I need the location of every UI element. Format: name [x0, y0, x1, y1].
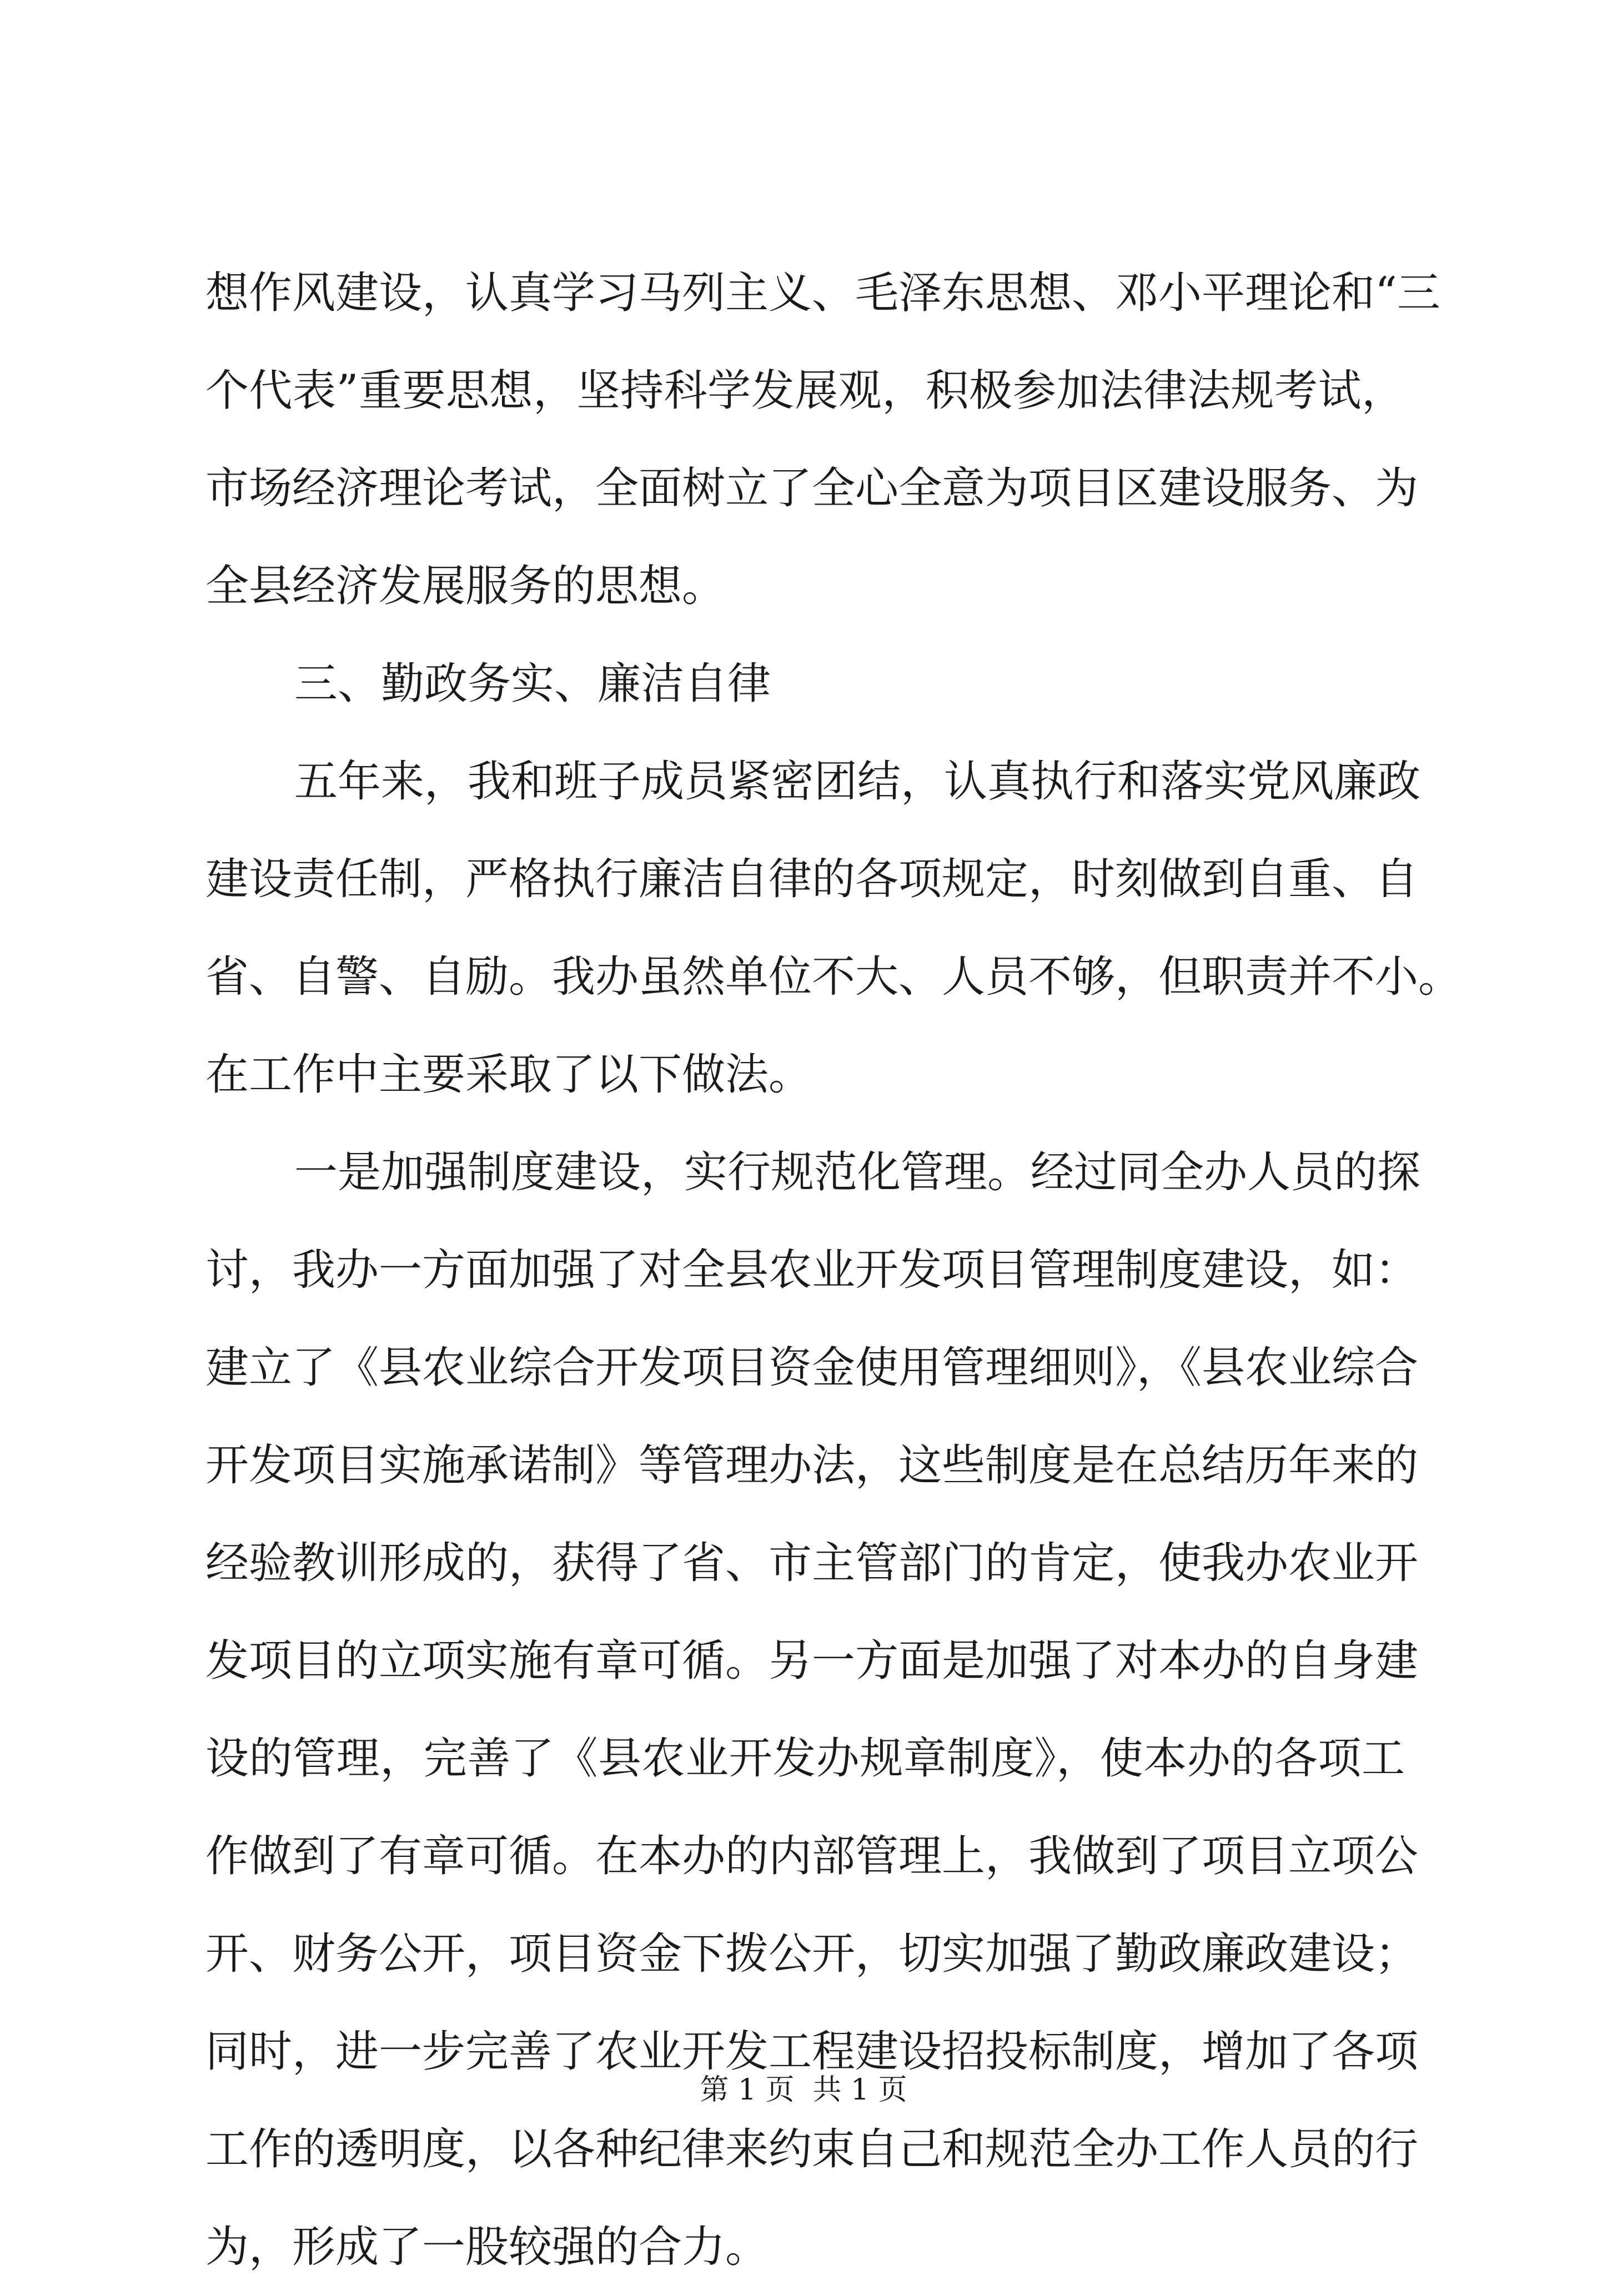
document-body: [205, 244, 1462, 2296]
text-line: 开发项目实施承诺制》等管理办法，这些制度是在总结历年来的: [205, 1441, 1419, 1491]
text-line: 建设责任制，严格执行廉洁自律的各项规定，时刻做到自重、自: [205, 854, 1419, 904]
text-line: 经验教训形成的，获得了省、市主管部门的肯定，使我办农业开: [205, 1538, 1419, 1588]
page-number: 第 1 页 共 1 页: [700, 2073, 907, 2107]
text-line: 同时，进一步完善了农业开发工程建设招投标制度，增加了各项: [205, 2027, 1419, 2077]
text-line: 工作的透明度，以各种纪律来约束自己和规范全办工作人员的行: [205, 2124, 1419, 2174]
text-line: 作做到了有章可循。在本办的内部管理上，我做到了项目立项公: [205, 1831, 1419, 1881]
text-line: 为，形成了一股较强的合力。: [205, 2222, 769, 2272]
section-heading: 三、勤政务实、廉洁自律: [294, 659, 771, 709]
text-line: 省、自警、自励。我办虽然单位不大、人员不够，但职责并不小。: [205, 952, 1462, 1002]
text-line: 一是加强制度建设，实行规范化管理。经过同全办人员的探: [294, 1147, 1421, 1197]
text-line: 设的管理，完善了《县农业开发办规章制度》，使本办的各项工: [205, 1734, 1405, 1784]
text-line: 个代表”重要思想，坚持科学发展观，积极参加法律法规考试，: [205, 366, 1405, 416]
text-line: 在工作中主要采取了以下做法。: [205, 1050, 812, 1100]
text-line: 想作风建设，认真学习马列主义、毛泽东思想、邓小平理论和“三: [205, 268, 1440, 318]
text-line: 建立了《县农业综合开发项目资金使用管理细则》，《县农业综合: [205, 1343, 1419, 1393]
text-line: 发项目的立项实施有章可循。另一方面是加强了对本办的自身建: [205, 1636, 1419, 1686]
text-line: 全县经济发展服务的思想。: [205, 561, 726, 611]
text-line: 讨，我办一方面加强了对全县农业开发项目管理制度建设，如：: [205, 1245, 1419, 1295]
text-line: 开、财务公开，项目资金下拨公开，切实加强了勤政廉政建设；: [205, 1929, 1419, 1979]
text-line: 市场经济理论考试，全面树立了全心全意为项目区建设服务、为: [205, 464, 1419, 513]
text-line: 五年来，我和班子成员紧密团结，认真执行和落实党风廉政: [294, 757, 1421, 807]
